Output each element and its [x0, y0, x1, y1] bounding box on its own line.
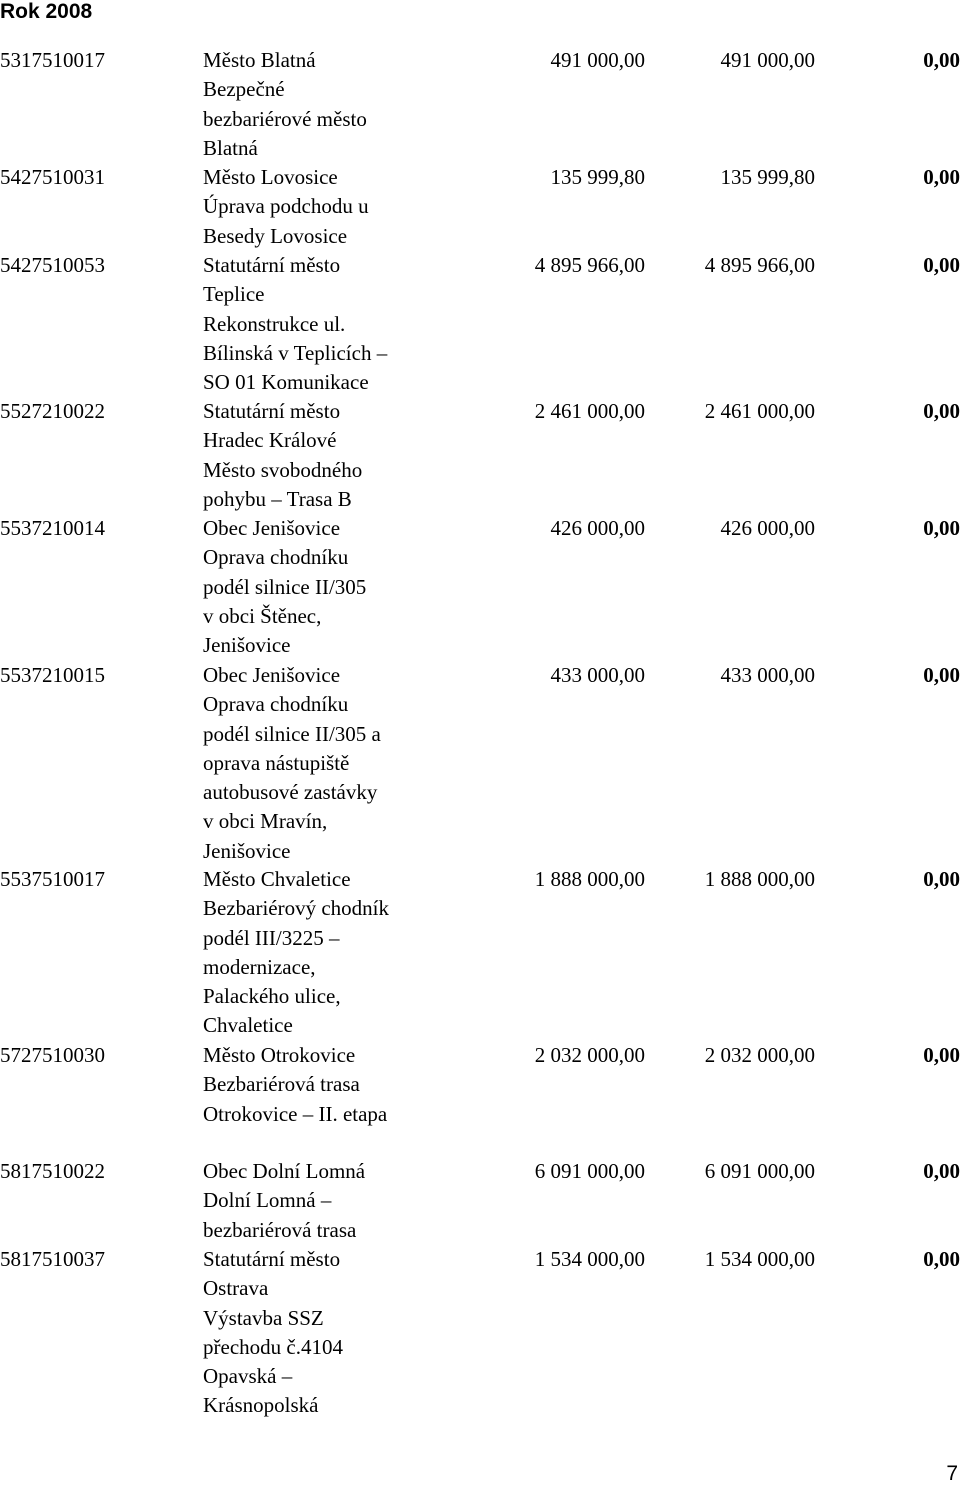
registration-code: 5537510017: [0, 867, 105, 891]
description-line: pohybu – Trasa B: [203, 486, 352, 511]
project-description: [203, 163, 463, 251]
amount-remaining: 0,00: [923, 1159, 960, 1183]
project-description: [203, 514, 463, 660]
description-line: Hradec Králové: [203, 428, 337, 453]
description-line: Oprava chodníku: [203, 545, 349, 570]
description-line: autobusové zastávky: [203, 780, 378, 805]
amount-remaining: 0,00: [923, 253, 960, 277]
description-line: Teplice: [203, 282, 265, 307]
amount-remaining: 0,00: [923, 399, 960, 423]
project-description: [203, 1041, 463, 1129]
project-description: [203, 661, 463, 866]
amount-paid: 135 999,80: [720, 165, 815, 189]
registration-code: 5427510031: [0, 165, 105, 189]
description-line: Ostrava: [203, 1276, 269, 1301]
description-line: Dolní Lomná –: [203, 1188, 332, 1213]
amount-approved: 426 000,00: [550, 516, 645, 540]
description-line: Palackého ulice,: [203, 984, 341, 1009]
description-line: Obec Dolní Lomná: [203, 1159, 366, 1183]
description-line: přechodu č.4104: [203, 1334, 343, 1359]
project-description: [203, 1157, 463, 1245]
description-line: Statutární město: [203, 399, 341, 423]
description-line: Výstavba SSZ: [203, 1305, 324, 1330]
description-line: Město svobodného: [203, 457, 363, 482]
amount-paid: 1 534 000,00: [704, 1247, 815, 1271]
description-line: Bezbariérová trasa: [203, 1072, 360, 1097]
description-line: podél silnice II/305 a: [203, 721, 381, 746]
description-line: Blatná: [203, 135, 258, 160]
description-line: SO 01 Komunikace: [203, 370, 369, 395]
amount-paid: 2 032 000,00: [704, 1043, 815, 1067]
project-description: [203, 865, 463, 1041]
description-line: Otrokovice – II. etapa: [203, 1101, 388, 1126]
description-line: bezbariérové město: [203, 106, 367, 131]
description-line: Besedy Lovosice: [203, 223, 348, 248]
amount-paid: 4 895 966,00: [704, 253, 815, 277]
amount-paid: 426 000,00: [720, 516, 815, 540]
description-line: Statutární město: [203, 1247, 341, 1271]
amount-remaining: 0,00: [923, 48, 960, 72]
project-description: [203, 46, 463, 163]
project-description: [203, 251, 463, 397]
description-line: Chvaletice: [203, 1013, 293, 1038]
description-line: Oprava chodníku: [203, 692, 349, 717]
description-line: Obec Jenišovice: [203, 663, 341, 687]
description-line: Opavská –: [203, 1364, 293, 1389]
description-line: bezbariérová trasa: [203, 1217, 357, 1242]
registration-code: 5537210015: [0, 663, 105, 687]
amount-approved: 2 461 000,00: [534, 399, 645, 423]
amount-approved: 135 999,80: [550, 165, 645, 189]
description-line: modernizace,: [203, 954, 316, 979]
description-line: Bezpečné: [203, 77, 285, 102]
description-line: Úprava podchodu u: [203, 194, 369, 219]
amount-approved: 1 888 000,00: [534, 867, 645, 891]
description-line: podél silnice II/305: [203, 574, 367, 599]
description-line: Jenišovice: [203, 838, 291, 863]
description-line: Statutární město: [203, 253, 341, 277]
page-heading: Rok 2008: [0, 0, 93, 23]
amount-remaining: 0,00: [923, 1043, 960, 1067]
description-line: Město Blatná: [203, 48, 316, 72]
amount-approved: 2 032 000,00: [534, 1043, 645, 1067]
description-line: Obec Jenišovice: [203, 516, 341, 540]
amount-remaining: 0,00: [923, 516, 960, 540]
registration-code: 5317510017: [0, 48, 105, 72]
amount-paid: 2 461 000,00: [704, 399, 815, 423]
registration-code: 5527210022: [0, 399, 105, 423]
registration-code: 5817510037: [0, 1247, 105, 1271]
page-number: 7: [946, 1462, 958, 1485]
description-line: Krásnopolská: [203, 1393, 319, 1418]
registration-code: 5727510030: [0, 1043, 105, 1067]
project-description: [203, 1245, 463, 1421]
description-line: Město Lovosice: [203, 165, 338, 189]
amount-paid: 1 888 000,00: [704, 867, 815, 891]
amount-paid: 433 000,00: [720, 663, 815, 687]
registration-code: 5537210014: [0, 516, 105, 540]
description-line: Město Chvaletice: [203, 867, 351, 891]
amount-approved: 491 000,00: [550, 48, 645, 72]
description-line: Bílinská v Teplicích –: [203, 340, 388, 365]
registration-code: 5817510022: [0, 1159, 105, 1183]
amount-paid: 6 091 000,00: [704, 1159, 815, 1183]
amount-remaining: 0,00: [923, 663, 960, 687]
description-line: Rekonstrukce ul.: [203, 311, 346, 336]
description-line: v obci Mravín,: [203, 809, 328, 834]
amount-approved: 1 534 000,00: [534, 1247, 645, 1271]
amount-approved: 6 091 000,00: [534, 1159, 645, 1183]
amount-remaining: 0,00: [923, 867, 960, 891]
amount-paid: 491 000,00: [720, 48, 815, 72]
description-line: Město Otrokovice: [203, 1043, 356, 1067]
project-description: [203, 397, 463, 514]
amount-approved: 433 000,00: [550, 663, 645, 687]
amount-remaining: 0,00: [923, 1247, 960, 1271]
amount-approved: 4 895 966,00: [534, 253, 645, 277]
description-line: v obci Štěnec,: [203, 603, 322, 628]
description-line: Jenišovice: [203, 633, 291, 658]
description-line: Bezbariérový chodník: [203, 896, 390, 921]
registration-code: 5427510053: [0, 253, 105, 277]
amount-remaining: 0,00: [923, 165, 960, 189]
description-line: podél III/3225 –: [203, 925, 340, 950]
description-line: oprava nástupiště: [203, 750, 350, 775]
